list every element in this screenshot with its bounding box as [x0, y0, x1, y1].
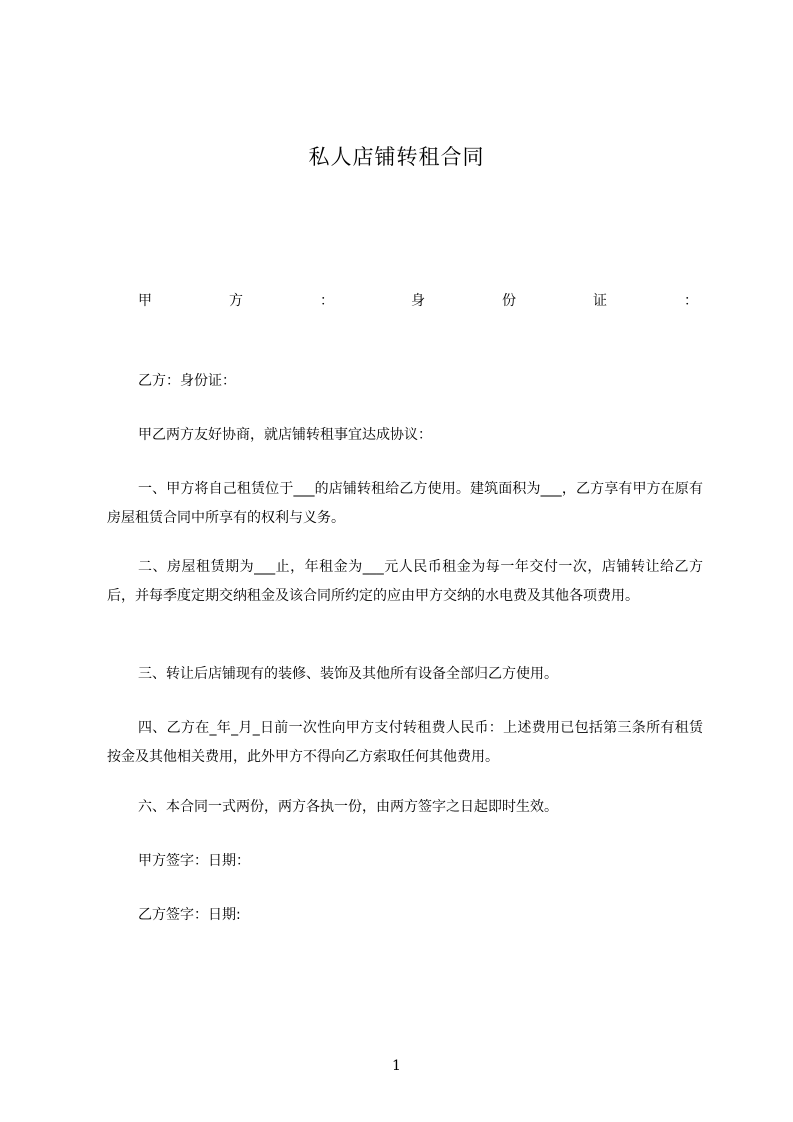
clause-4: 四、乙方在_年_月_日前一次性向甲方支付转租费人民币：上述费用已包括第三条所有租赁按金及其他相关费用，此外甲方不得向乙方索取任何其他费用。 [107, 720, 703, 765]
party-a-line [138, 290, 698, 312]
party-a-char: 证 [593, 293, 607, 309]
party-a-char: 方 [229, 293, 243, 309]
clause-1: 一、甲方将自己租赁位于___的店铺转租给乙方使用。建筑面积为___，乙方享有甲方在原有房屋租赁合同中所享有的权利与义务。 [107, 481, 703, 526]
signature-party-b: 乙方签字：日期: [138, 907, 241, 923]
clause-3: 三、转让后店铺现有的装修、装饰及其他所有设备全部归乙方使用。 [138, 666, 558, 682]
party-a-char: 身 [411, 293, 425, 309]
party-b-line: 乙方：身份证： [138, 373, 236, 389]
party-a-char: ： [320, 293, 334, 309]
party-a-char: 甲 [138, 293, 152, 309]
clause-2: 二、房屋租赁期为___止，年租金为___元人民币租金为每一年交付一次，店铺转让给乙方后，并每季度定期交纳租金及该合同所约定的应由甲方交纳的水电费及其他各项费用。 [107, 559, 703, 604]
clause-6: 六、本合同一式两份，两方各执一份，由两方签字之日起即时生效。 [138, 799, 558, 815]
document-title: 私人店铺转租合同 [308, 145, 485, 169]
signature-party-a: 甲方签字：日期： [138, 853, 250, 869]
intro-paragraph: 甲乙两方友好协商，就店铺转租事宜达成协议： [138, 427, 432, 443]
party-a-char: 份 [502, 293, 516, 309]
party-a-char: ： [684, 293, 698, 309]
page-number: 1 [392, 1058, 401, 1074]
